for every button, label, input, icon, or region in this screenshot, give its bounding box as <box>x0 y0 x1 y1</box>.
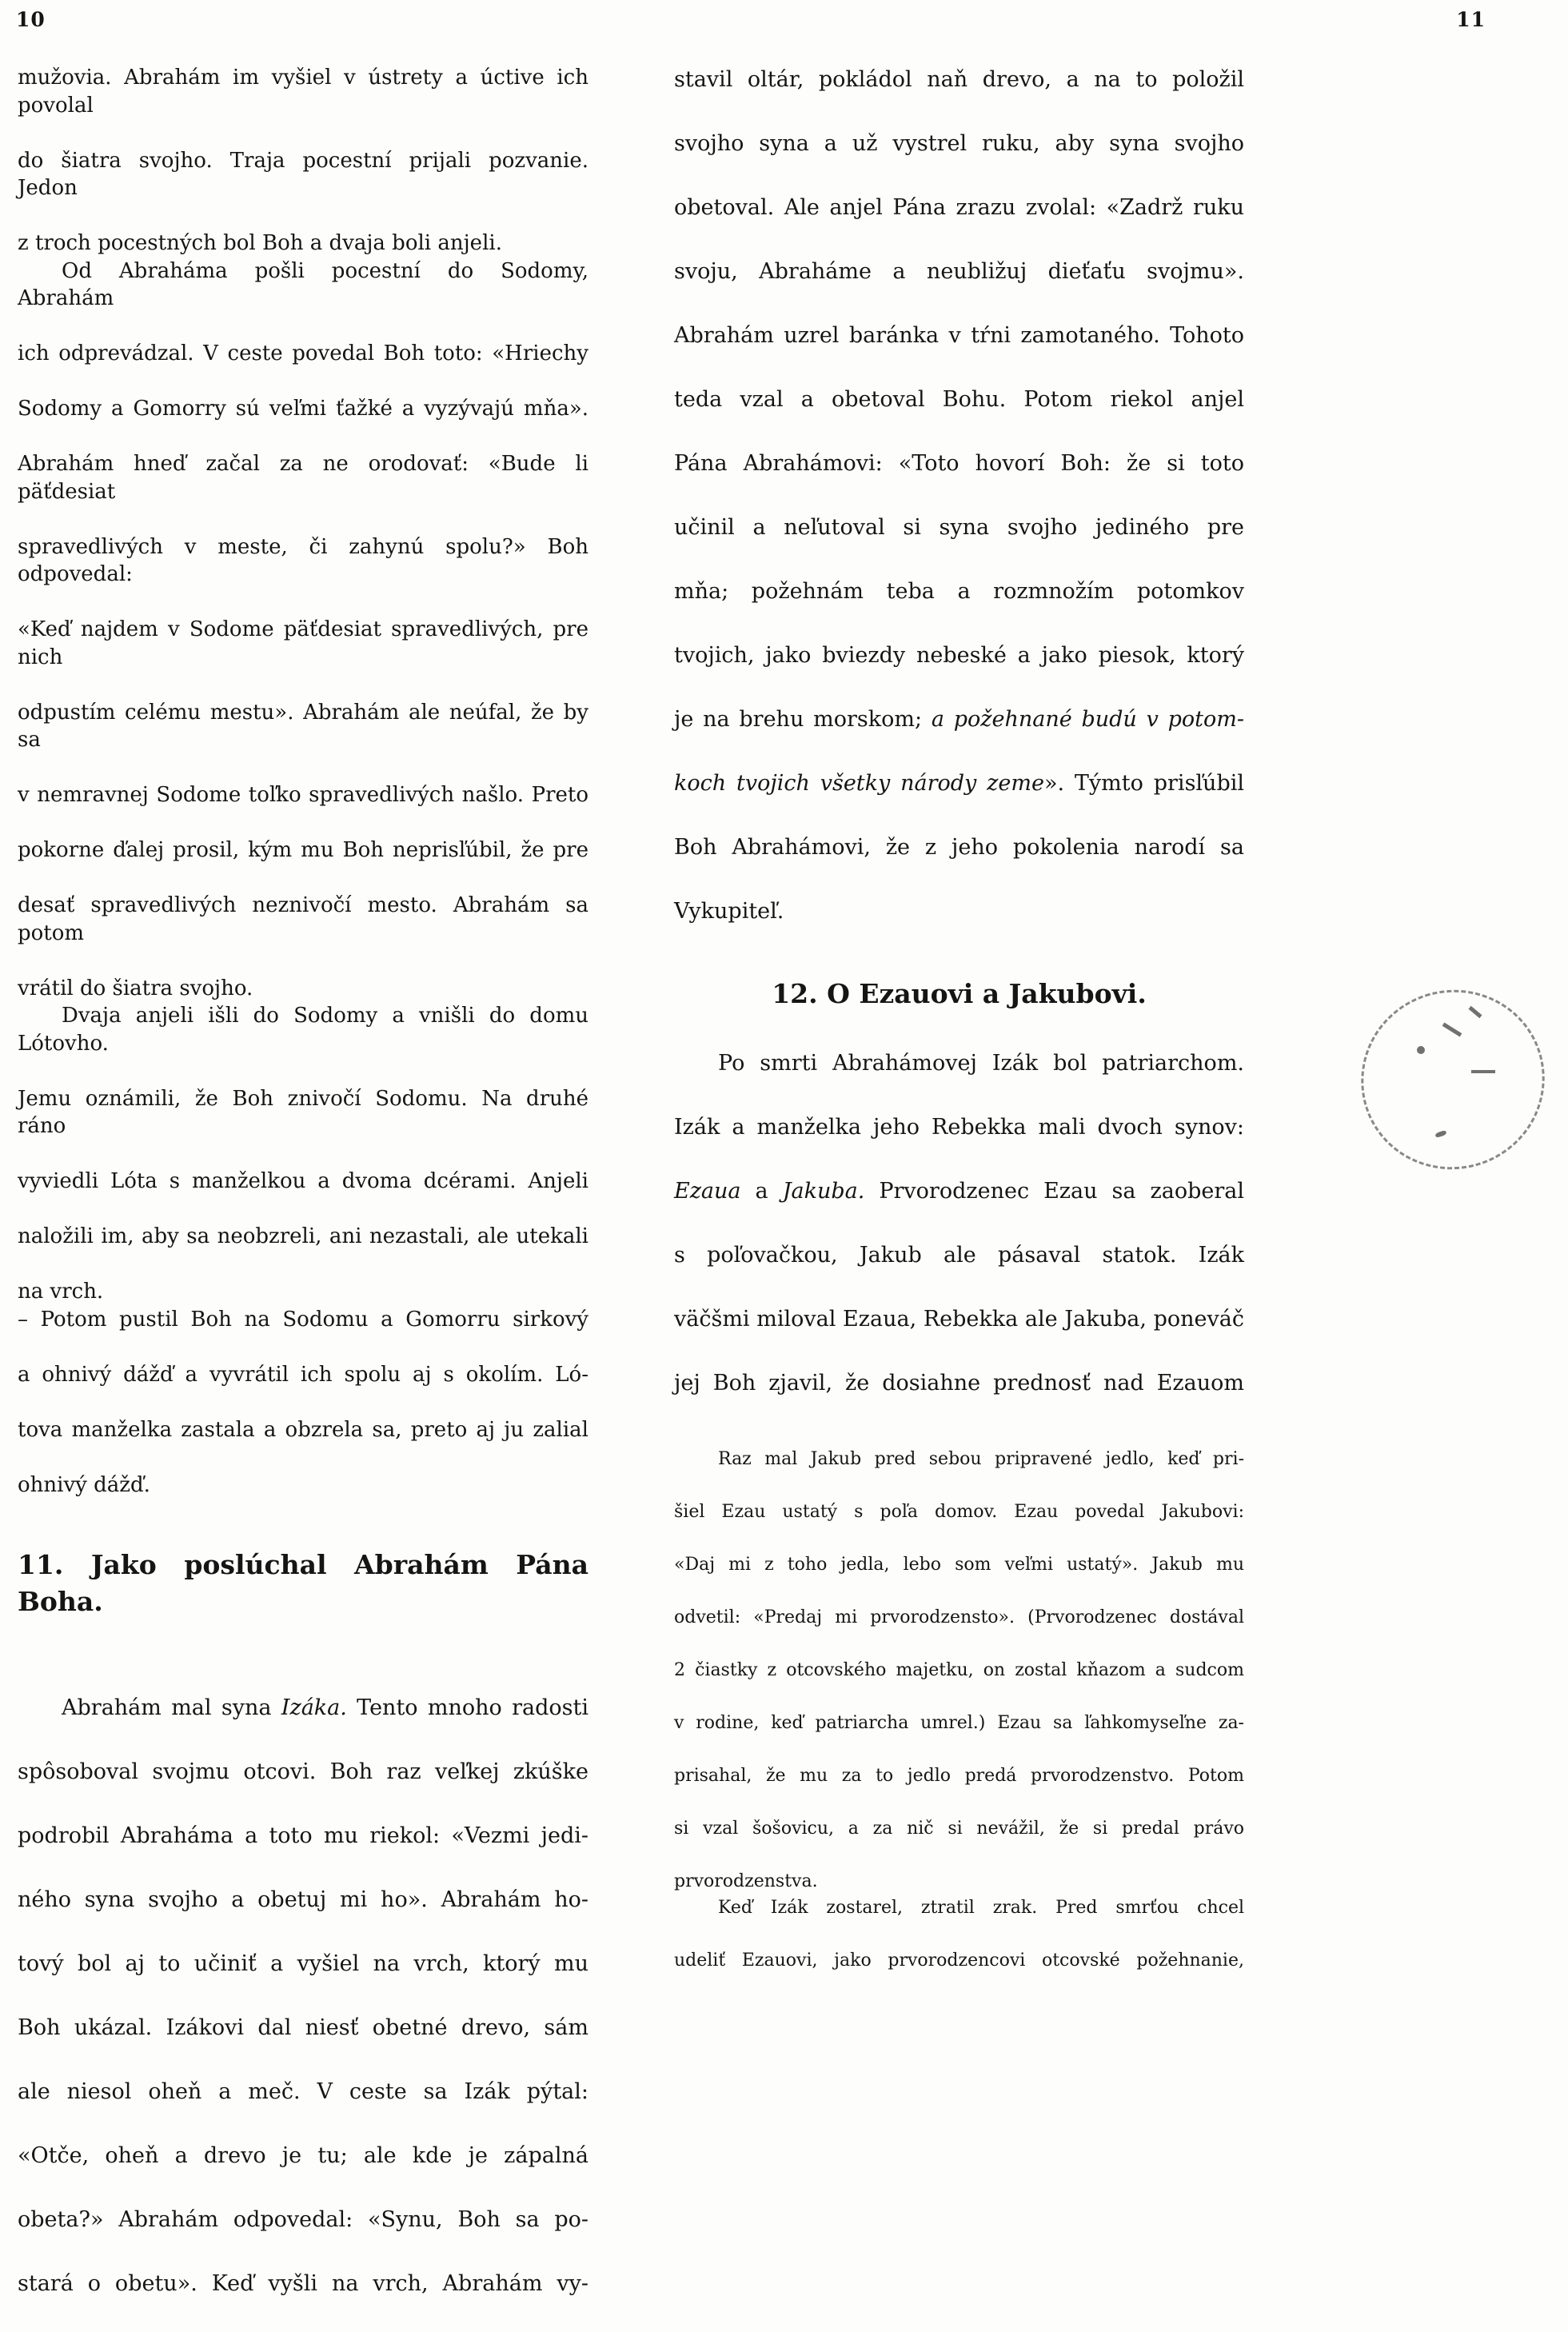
text-line <box>674 704 1244 768</box>
text-run: «Daj mi z toho jedla, lebo som veľmi ustatý». Jakub mu <box>674 1555 1244 1575</box>
text-run: obeta?» Abrahám odpovedal: «Synu, Boh sa po- <box>18 2207 588 2232</box>
text-line <box>18 1085 588 1168</box>
text-run: na vrch. <box>18 1280 104 1304</box>
text-run: Boh Abrahámovi, že z jeho pokolenia narodí sa <box>674 835 1244 860</box>
italic-text: a požehnané budú v potom- <box>931 707 1244 732</box>
text-run: ich odprevádzal. V ceste povedal Boh toto: «Hriechy <box>18 341 588 365</box>
text-line <box>18 781 588 837</box>
text-line <box>674 512 1244 576</box>
text-line <box>674 192 1244 256</box>
text-line <box>674 384 1244 448</box>
paragraph <box>674 1446 1244 1895</box>
section-heading <box>674 976 1244 1012</box>
paragraph <box>18 64 588 258</box>
text-run: – Potom pustil Boh na Sodomu a Gomorru sirkový <box>18 1307 588 1332</box>
page-number-left: 10 <box>16 8 46 31</box>
text-run: svoju, Abraháme a neubližuj dieťaťu svojmu». <box>674 259 1244 284</box>
text-run: šiel Ezau ustatý s poľa domov. Ezau povedal Jakubovi: <box>674 1502 1244 1522</box>
text-line <box>18 837 588 892</box>
text-run: prvorodzenstva. <box>674 1871 818 1891</box>
stamp-ink-mark <box>1417 1046 1425 1054</box>
text-line <box>18 1416 588 1471</box>
text-line <box>674 576 1244 640</box>
text-run: väčšmi miloval Ezaua, Rebekka ale Jakuba, poneváč <box>674 1307 1244 1332</box>
text-run: odpustím celému mestu». Abrahám ale neúfal, že by sa <box>18 700 588 752</box>
text-run: ». Týmto prisľúbil <box>1043 771 1244 796</box>
text-line <box>18 1948 588 2012</box>
text-run: Abrahám mal syna <box>62 1695 281 1720</box>
text-line <box>18 699 588 782</box>
text-run: Jemu oznámili, že Boh znivočí Sodomu. Na druhé ráno <box>18 1086 588 1138</box>
text-run: Abrahám uzrel baránka v tŕni zamotaného. Tohoto <box>674 323 1244 348</box>
text-line <box>18 892 588 975</box>
text-line <box>674 1763 1244 1815</box>
text-run: 11. Jako poslúchal Abrahám Pána Boha. <box>18 1549 588 1617</box>
paragraph <box>674 64 1244 928</box>
paragraph <box>18 1306 588 1499</box>
library-stamp <box>1338 966 1568 1193</box>
text-line <box>18 1756 588 1820</box>
text-run: do šiatra svojho. Traja pocestní prijali pozvanie. Jedon <box>18 148 588 200</box>
text-run: Vykupiteľ. <box>674 899 784 924</box>
text-line <box>674 64 1244 128</box>
text-line <box>674 832 1244 896</box>
text-line <box>18 1820 588 1884</box>
text-run: mňa; požehnám teba a rozmnožím potomkov <box>674 579 1244 604</box>
text-run: ného syna svojho a obetuj mi ho». Abrahám ho- <box>18 1887 588 1912</box>
text-line <box>18 2076 588 2140</box>
text-run: a <box>740 1179 783 1204</box>
text-run: Sodomy a Gomorry sú veľmi ťažké a vyzývajú mňa». <box>18 397 588 421</box>
paragraph <box>18 1002 588 1306</box>
text-run: naložili im, aby sa neobzreli, ani nezastali, ale utekali <box>18 1224 588 1248</box>
text-line <box>18 340 588 395</box>
text-run: spôsoboval svojmu otcovi. Boh raz veľkej zkúške <box>18 1759 588 1784</box>
text-run: tova manželka zastala a obzrela sa, preto aj ju zalial <box>18 1417 588 1442</box>
text-run: pokorne ďalej prosil, kým mu Boh neprisľúbil, že pre <box>18 838 588 862</box>
text-line <box>674 1112 1244 1176</box>
text-run: tvojich, jako bviezdy nebeské a jako piesok, ktorý <box>674 643 1244 668</box>
text-line <box>18 2012 588 2076</box>
section-heading <box>18 1547 588 1657</box>
text-run: ale niesol oheň a meč. V ceste sa Izák pýtal: <box>18 2079 588 2104</box>
text-run: podrobil Abraháma a toto mu riekol: «Vezmi jedi- <box>18 1823 588 1848</box>
text-line <box>18 450 588 533</box>
text-run: učinil a neľutoval si syna svojho jediného pre <box>674 515 1244 540</box>
text-run: 2 čiastky z otcovského majetku, on zostal kňazom a sudcom <box>674 1660 1244 1680</box>
stamp-ink-mark <box>1434 1130 1446 1138</box>
text-run: Po smrti Abrahámovej Izák bol patriarchom. <box>718 1051 1244 1076</box>
text-line <box>674 128 1244 192</box>
text-line <box>674 256 1244 320</box>
text-run: Abrahám hneď začal za ne orodovať: «Bude li päťdesiat <box>18 452 588 504</box>
text-run: Prvorodzenec Ezau sa zaoberal <box>864 1179 1245 1204</box>
text-run: ohnivý dážď. <box>18 1472 150 1497</box>
text-line <box>18 1361 588 1416</box>
stamp-ink-mark <box>1471 1070 1495 1073</box>
text-line <box>18 258 588 341</box>
text-line <box>18 2140 588 2204</box>
text-line <box>18 64 588 147</box>
text-run: 12. O Ezauovi a Jakubovi. <box>772 978 1147 1009</box>
text-run: si vzal šošovicu, a za nič si nevážil, že si predal právo <box>674 1819 1244 1839</box>
text-run: odvetil: «Predaj mi prvorodzensto». (Prvorodzenec dostával <box>674 1607 1244 1627</box>
text-run: vyviedli Lóta s manželkou a dvoma dcérami. Anjeli <box>18 1169 588 1193</box>
text-line <box>18 616 588 699</box>
text-line <box>674 1657 1244 1710</box>
text-line <box>674 1446 1244 1499</box>
text-line <box>18 1306 588 1361</box>
text-run: stavil oltár, pokládol naň drevo, a na to položil <box>674 67 1244 92</box>
text-run: svojho syna a už vystrel ruku, aby syna svojho <box>674 131 1244 156</box>
paragraph <box>18 1692 588 2332</box>
text-run: spravedlivých v meste, či zahynú spolu?» Boh odpovedal: <box>18 534 588 586</box>
text-line <box>674 1947 1244 2000</box>
text-line <box>674 1304 1244 1368</box>
text-line <box>674 1815 1244 1868</box>
text-run: v nemravnej Sodome toľko spravedlivých našlo. Preto <box>18 783 588 807</box>
text-run: Keď Izák zostarel, ztratil zrak. Pred smrťou chcel <box>718 1898 1244 1918</box>
text-line <box>674 1368 1244 1432</box>
text-line <box>674 1868 1244 1895</box>
text-run: stará o obetu». Keď vyšli na vrch, Abrahám vy- <box>18 2271 588 2296</box>
text-line <box>674 1499 1244 1551</box>
text-line <box>18 395 588 450</box>
italic-text: Izáka. <box>281 1695 347 1720</box>
text-run: Izák a manželka jeho Rebekka mali dvoch synov: <box>674 1115 1244 1140</box>
text-run: Raz mal Jakub pred sebou pripravené jedlo, keď pri- <box>718 1449 1244 1469</box>
text-run: Boh ukázal. Izákovi dal niesť obetné drevo, sám <box>18 2015 588 2040</box>
text-line <box>674 1710 1244 1763</box>
text-line <box>18 1168 588 1223</box>
stamp-ink-mark <box>1442 1022 1462 1036</box>
text-run: «Otče, oheň a drevo je tu; ale kde je zápalná <box>18 2143 588 2168</box>
page-left <box>18 64 588 2332</box>
text-line <box>674 1176 1244 1240</box>
text-line <box>18 975 588 1003</box>
text-line <box>674 1551 1244 1604</box>
text-line <box>674 896 1244 928</box>
text-line <box>674 320 1244 384</box>
text-line <box>674 1240 1244 1304</box>
italic-text: Ezaua <box>674 1179 741 1204</box>
text-line <box>18 1278 588 1306</box>
text-run: tový bol aj to učiniť a vyšiel na vrch, ktorý mu <box>18 1951 588 1976</box>
text-run: obetoval. Ale anjel Pána zrazu zvolal: «Zadrž ruku <box>674 195 1244 220</box>
text-run: udeliť Ezauovi, jako prvorodzencovi otcovské požehnanie, <box>674 1951 1244 1971</box>
text-run: teda vzal a obetoval Bohu. Potom riekol anjel <box>674 387 1244 412</box>
text-line <box>18 2204 588 2268</box>
text-run: Od Abraháma pošli pocestní do Sodomy, Abrahám <box>18 258 588 310</box>
text-run: jej Boh zjavil, že dosiahne prednosť nad Ezauom <box>674 1371 1244 1396</box>
stamp-ink-mark <box>1468 1006 1482 1018</box>
text-line <box>18 1884 588 1948</box>
text-line <box>674 1604 1244 1657</box>
text-run: mužovia. Abrahám im vyšiel v ústrety a úctive ich povolal <box>18 66 588 118</box>
text-run: Dvaja anjeli išli do Sodomy a vnišli do domu Lótovho. <box>18 1004 588 1056</box>
text-run: prisahal, že mu za to jedlo predá prvorodzenstvo. Potom <box>674 1766 1244 1786</box>
text-run: «Keď najdem v Sodome päťdesiat spravedlivých, pre nich <box>18 617 588 669</box>
text-line <box>674 1048 1244 1112</box>
text-run: Tento mnoho radosti <box>346 1695 588 1720</box>
text-line <box>674 448 1244 512</box>
text-line <box>18 1471 588 1499</box>
text-run: s poľovačkou, Jakub ale pásaval statok. Izák <box>674 1243 1244 1268</box>
page-right <box>674 64 1244 2000</box>
text-run: desať spravedlivých neznivočí mesto. Abrahám sa potom <box>18 893 588 945</box>
text-line <box>674 640 1244 704</box>
text-line <box>18 1002 588 1085</box>
text-line <box>18 533 588 617</box>
paragraph <box>18 258 588 1003</box>
text-line <box>18 2268 588 2332</box>
text-run: a ohnivý dážď a vyvrátil ich spolu aj s okolím. Ló- <box>18 1362 588 1387</box>
text-line <box>18 1223 588 1278</box>
text-line <box>674 768 1244 832</box>
paragraph <box>674 1895 1244 2000</box>
page-number-right: 11 <box>1456 8 1486 31</box>
text-run: Pána Abrahámovi: «Toto hovorí Boh: že si toto <box>674 451 1244 476</box>
italic-text: koch tvojich všetky národy zeme <box>674 771 1044 796</box>
text-line <box>18 147 588 230</box>
text-line <box>18 1692 588 1756</box>
text-line <box>674 1895 1244 1947</box>
text-run: vrátil do šiatra svojho. <box>18 976 253 1000</box>
italic-text: Jakuba. <box>782 1179 865 1204</box>
paragraph <box>674 1048 1244 1432</box>
text-run: z troch pocestných bol Boh a dvaja boli anjeli. <box>18 231 502 255</box>
text-run: v rodine, keď patriarcha umrel.) Ezau sa ľahkomyseľne za- <box>674 1713 1244 1733</box>
text-run: je na brehu morskom; <box>674 707 932 732</box>
text-line <box>18 230 588 258</box>
